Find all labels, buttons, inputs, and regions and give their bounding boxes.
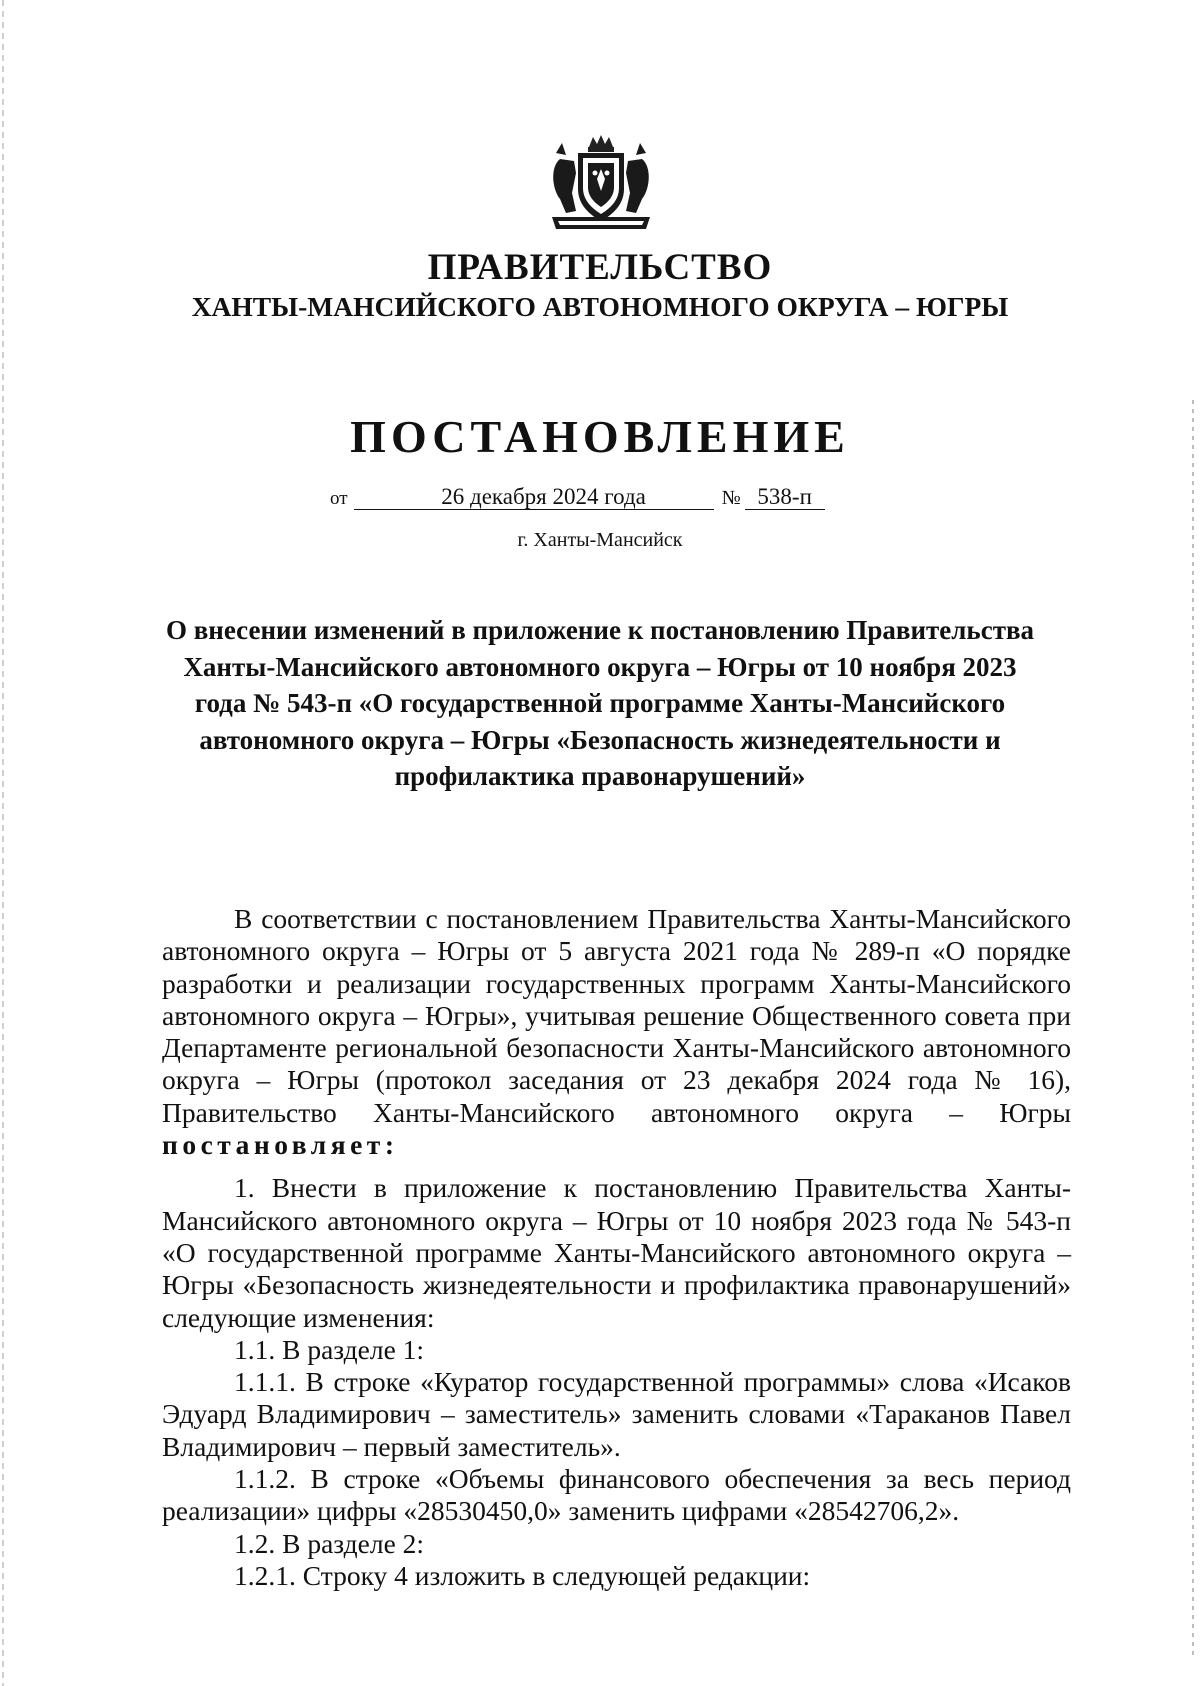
preamble-paragraph <box>162 903 1071 1161</box>
document-title: О внесении изменений в приложение к постановлению Правительства Ханты-Мансийского автономного округа – Югры от 10 ноября 2023 года № 543-п «О государственной программе Ханты-Мансийского автономного округа – Югры «Безопасность жизнедеятельности и профилактика правонарушений» <box>165 615 1035 791</box>
clause-1-1-2: 1.1.2. В строке «Объемы финансового обеспечения за весь период реализации» цифры «28530450,0» заменить цифрами «28542706,2». <box>162 1463 1071 1527</box>
clause-1-1-1: 1.1.1. В строке «Куратор государственной программы» слова «Исаков Эдуард Владимирович – заместитель» заменить словами «Тараканов Павел Владимирович – первый заместитель». <box>162 1366 1071 1462</box>
number-label: № <box>721 487 741 509</box>
clause-1-2-1: 1.2.1. Строку 4 изложить в следующей редакции: <box>234 1559 811 1591</box>
scan-edge-right <box>1192 400 1194 1660</box>
resolves-word: постановляет: <box>162 1129 399 1161</box>
preamble-text: В соответствии с постановлением Правительства Ханты-Мансийского автономного округа – Югры от 5 августа 2021 года № 289-п «О порядке разработки и реализации государственных программ Ханты-Мансийского автономного округа – Югры», учитывая решение Общественного совета при Департаменте региональной безопасности Ханты-Мансийского автономного округа – Югры (протокол заседания от 23 декабря 2024 года № 16), Правительство Ханты-Мансийского автономного округа – Югры <box>162 903 1071 1128</box>
document-number: 538-п <box>745 484 825 510</box>
date-number-line <box>330 484 890 510</box>
clause-1-1: 1.1. В разделе 1: <box>234 1333 425 1365</box>
city: г. Ханты-Мансийск <box>517 529 683 551</box>
government-name: ПРАВИТЕЛЬСТВО <box>427 247 773 288</box>
date-label: от <box>330 488 348 509</box>
document-date: 26 декабря 2024 года <box>354 484 714 510</box>
document-body <box>162 903 1071 1592</box>
region-name: ХАНТЫ-МАНСИЙСКОГО АВТОНОМНОГО ОКРУГА – ЮГРЫ <box>191 291 1009 322</box>
clause-1: 1. Внести в приложение к постановлению Правительства Ханты-Мансийского автономного округа – Югры от 10 ноября 2023 года № 543-п «О государственной программе Ханты-Мансийского автономного округа – Югры «Безопасность жизнедеятельности и профилактика правонарушений» следующие изменения: <box>162 1172 1071 1333</box>
document-type: ПОСТАНОВЛЕНИЕ <box>350 411 850 462</box>
clause-1-2: 1.2. В разделе 2: <box>234 1527 425 1559</box>
coat-of-arms-icon <box>546 133 656 233</box>
